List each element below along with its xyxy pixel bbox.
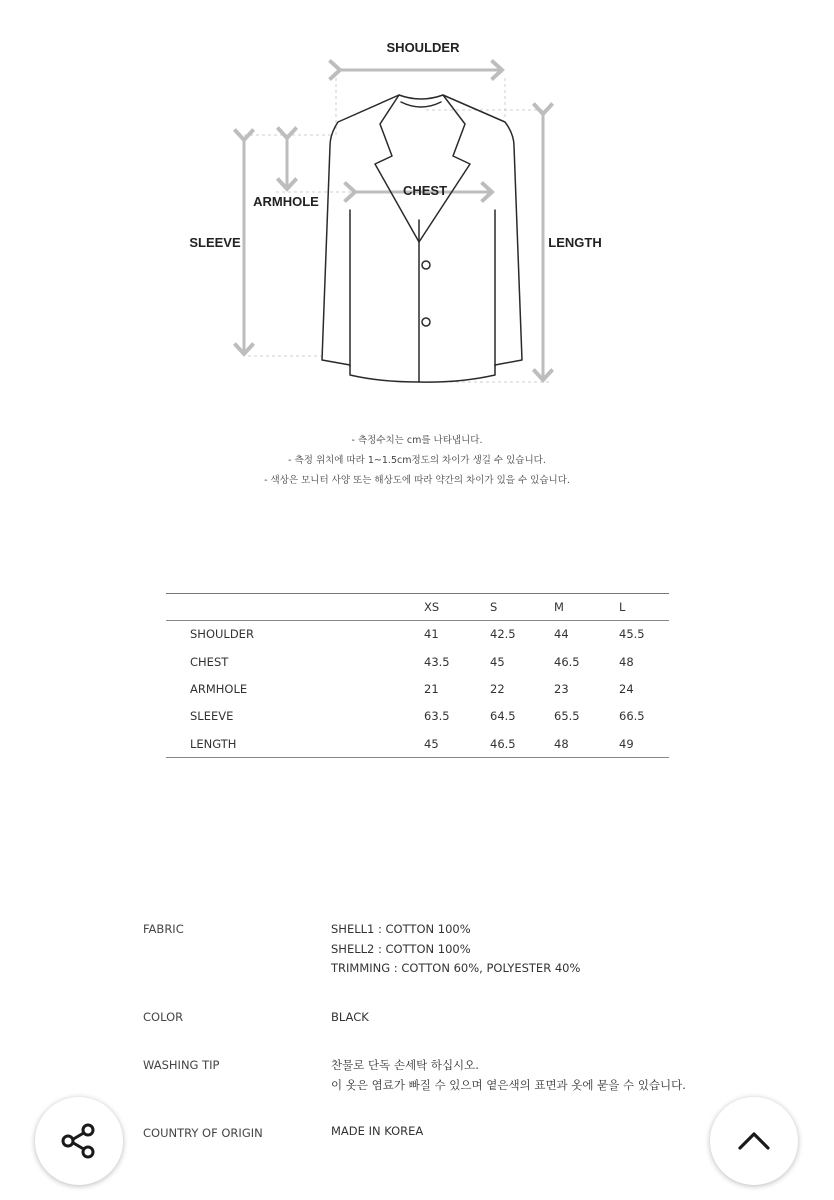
row-name: CHEST — [190, 654, 229, 669]
cell-value: 46.5 — [554, 654, 580, 669]
cell-value: 42.5 — [490, 627, 516, 642]
fabric-line: SHELL1 : COTTON 100% — [331, 922, 471, 936]
label-length: LENGTH — [548, 235, 602, 250]
note-line: - 측정 위치에 따라 1~1.5cm정도의 차이가 생길 수 있습니다. — [288, 455, 546, 466]
measurement-notes — [0, 431, 834, 491]
color-label: COLOR — [143, 1010, 184, 1024]
cell-value: 66.5 — [619, 709, 645, 724]
fabric-value — [331, 920, 580, 979]
table-row — [166, 703, 669, 730]
fabric-line: SHELL2 : COTTON 100% — [331, 941, 471, 956]
header-size-xs: XS — [424, 594, 490, 621]
washing-line: 찬물로 단독 손세탁 하십시오. — [331, 1058, 479, 1072]
cell-value: 41 — [424, 627, 439, 642]
cell-value: 46.5 — [490, 730, 554, 757]
table-row — [166, 675, 669, 702]
label-chest: CHEST — [402, 183, 448, 198]
jacket-button-2 — [422, 318, 430, 326]
cell-value: 48 — [554, 730, 619, 757]
share-icon — [56, 1118, 102, 1164]
country-of-origin-value: MADE IN KOREA — [331, 1124, 424, 1138]
label-shoulder: SHOULDER — [386, 40, 460, 55]
country-of-origin-label: COUNTRY OF ORIGIN — [143, 1126, 263, 1140]
header-size-l: L — [619, 594, 669, 621]
share-button[interactable] — [35, 1097, 123, 1185]
cell-value: 43.5 — [424, 654, 450, 669]
measurement-arrows — [244, 70, 543, 380]
note-line: - 색상은 모니터 사양 또는 해상도에 따라 약간의 차이가 있을 수 있습니다. — [264, 475, 570, 486]
washing-tip-value — [331, 1056, 686, 1095]
cell-value: 24 — [619, 681, 634, 696]
fabric-line: TRIMMING : COTTON 60%, POLYESTER 40% — [331, 961, 581, 975]
cell-value: 65.5 — [554, 709, 580, 724]
chevron-up-icon — [734, 1121, 774, 1161]
jacket-outline — [322, 95, 522, 382]
fabric-label: FABRIC — [143, 922, 184, 936]
row-name: ARMHOLE — [190, 681, 248, 696]
row-name: LENGTH — [166, 730, 424, 757]
washing-tip-label: WASHING TIP — [143, 1058, 220, 1072]
color-value: BLACK — [331, 1010, 369, 1024]
cell-value: 45 — [424, 730, 490, 757]
cell-value: 22 — [490, 681, 505, 696]
size-header-row — [166, 594, 669, 621]
table-row — [166, 730, 669, 757]
cell-value: 44 — [554, 627, 569, 642]
header-size-s: S — [490, 594, 554, 621]
header-blank — [166, 594, 424, 621]
row-name: SLEEVE — [190, 709, 234, 724]
washing-line: 이 옷은 염료가 빠질 수 있으며 옅은색의 표면과 옷에 묻을 수 있습니다. — [331, 1077, 686, 1092]
cell-value: 21 — [424, 681, 439, 696]
cell-value: 63.5 — [424, 709, 450, 724]
cell-value: 45.5 — [619, 627, 645, 642]
scroll-to-top-button[interactable] — [710, 1097, 798, 1185]
table-row — [166, 621, 669, 648]
cell-value: 49 — [619, 730, 669, 757]
jacket-measurement-diagram — [0, 0, 834, 400]
table-row — [166, 648, 669, 675]
row-name: SHOULDER — [190, 627, 254, 642]
label-armhole: ARMHOLE — [253, 194, 319, 209]
header-size-m: M — [554, 594, 619, 621]
note-line: - 측정수치는 cm를 나타냅니다. — [351, 435, 483, 446]
jacket-button-1 — [422, 261, 430, 269]
cell-value: 45 — [490, 654, 505, 669]
guide-lines — [238, 78, 552, 382]
cell-value: 23 — [554, 681, 569, 696]
size-table — [166, 593, 669, 758]
cell-value: 48 — [619, 654, 634, 669]
label-sleeve: SLEEVE — [189, 235, 241, 250]
cell-value: 64.5 — [490, 709, 516, 724]
